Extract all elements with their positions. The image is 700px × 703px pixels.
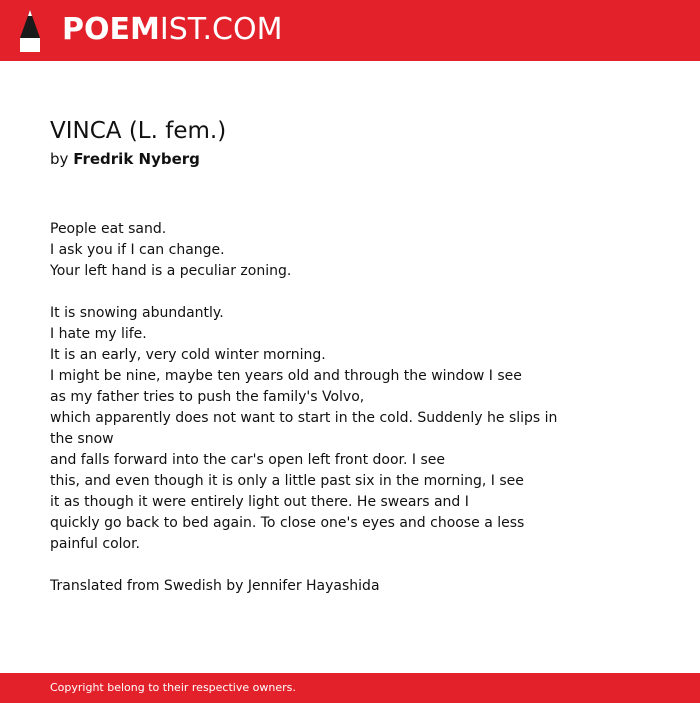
poem-line: quickly go back to bed again. To close one's eyes and choose a less [50,515,525,531]
byline-prefix: by [50,150,69,168]
poem-line: I might be nine, maybe ten years old and through the window I see [50,368,522,384]
poem-line: It is an early, very cold winter morning. [50,347,326,363]
stanza-2 [50,303,570,555]
logo-bold-text: POEM [62,12,160,47]
stanza-1 [50,219,570,282]
site-footer [0,673,700,703]
site-logo[interactable] [62,12,282,48]
poem-line: I ask you if I can change. [50,242,225,258]
poem-line: and falls forward into the car's open left front door. I see [50,452,446,468]
poem-line: it as though it were entirely light out there. He swears and I [50,494,469,510]
logo-thin-text: IST.COM [159,12,283,47]
poem-line: People eat sand. [50,221,167,237]
poem-body [50,219,570,618]
poem-line: Your left hand is a peculiar zoning. [50,263,292,279]
poem-title: VINCA (L. fem.) [50,118,227,144]
byline [50,149,200,169]
translation-credit: Translated from Swedish by Jennifer Hayashida [50,578,380,594]
poem-line: It is snowing abundantly. [50,305,224,321]
site-header [0,0,700,61]
poem-line: the snow [50,431,114,447]
poem-line: painful color. [50,536,141,552]
poem-line: this, and even though it is only a little past six in the morning, I see [50,473,524,489]
author-name: Fredrik Nyberg [73,150,200,168]
poem-line: I hate my life. [50,326,147,342]
stanza-3 [50,576,570,597]
copyright-text: Copyright belong to their respective owners. [50,681,296,694]
poem-line: which apparently does not want to start in the cold. Suddenly he slips in [50,410,558,426]
poem-line: as my father tries to push the family's Volvo, [50,389,365,405]
pencil-icon [18,10,42,52]
